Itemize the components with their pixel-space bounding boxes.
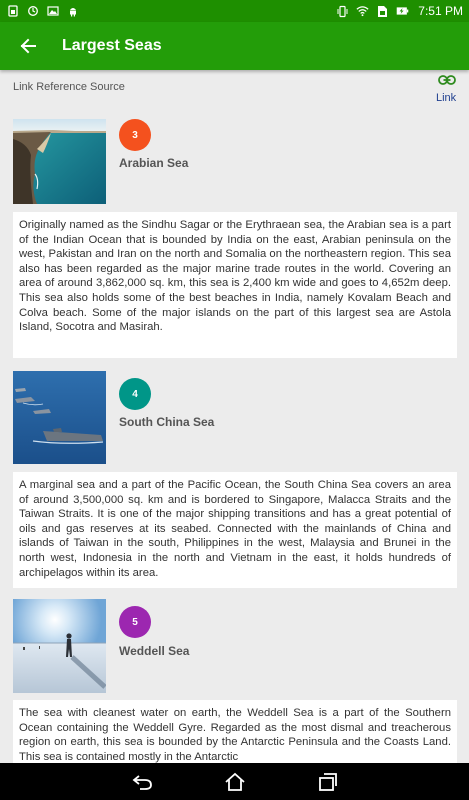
sea-name: Arabian Sea (119, 156, 189, 170)
android-icon (66, 5, 79, 18)
status-time: 7:51 PM (418, 4, 463, 18)
seas-list[interactable] (0, 70, 469, 763)
home-nav-icon (224, 772, 246, 792)
sea-description: A marginal sea and a part of the Pacific Ocean, the South China Sea covers an area of around 3,500,000 sq. km and is bordered to Singapore, Malacca Straits and the Taiwan Straits. It is one of the major shipping transitions and has a great potential of oils and gas reserves at its seabed. Connected with the mainlands of China and islands of Taiwan in the south, Philippines in the west, Malaysia and Brunei in the north west, Indonesia in the north and Vietnam in the east, it holds hundreds of archipelagos within its area. (13, 472, 457, 588)
battery-icon (396, 5, 409, 18)
vibrate-icon (336, 5, 349, 18)
navigation-bar (0, 763, 469, 800)
weddell-sea-image (13, 599, 106, 693)
status-right-icons (336, 5, 463, 18)
arrow-back-icon (20, 38, 36, 54)
rank-badge (119, 119, 151, 151)
status-left-icons (6, 5, 79, 18)
page-title: Largest Seas (62, 37, 162, 54)
reference-label: Link Reference Source (13, 81, 125, 93)
image-icon (46, 5, 59, 18)
recents-nav-icon (317, 772, 339, 792)
rank-badge (119, 378, 151, 410)
sea-name: Weddell Sea (119, 644, 190, 658)
rank-number: 4 (132, 388, 138, 400)
rank-number: 5 (132, 616, 138, 628)
south-china-sea-image (13, 371, 106, 464)
link-button[interactable] (432, 72, 462, 106)
link-icon (438, 74, 456, 86)
sea-name: South China Sea (119, 415, 215, 429)
sea-description: The sea with cleanest water on earth, the Weddell Sea is a part of the Southern Ocean containing the Weddell Gyre. Regarded as the most dismal and treacherous region on earth, this sea is bounded by the Antarctic Peninsula and the Coasts Land. This sea is contained mostly in the Antarctic (13, 700, 457, 763)
arabian-sea-image (13, 119, 106, 204)
back-nav-button[interactable] (122, 767, 162, 797)
rank-number: 3 (132, 129, 138, 141)
back-button[interactable] (0, 22, 56, 70)
sync-icon (26, 5, 39, 18)
sim-card-icon (376, 5, 389, 18)
home-nav-button[interactable] (215, 767, 255, 797)
rank-badge (119, 606, 151, 638)
status-bar (0, 0, 469, 22)
link-label: Link (436, 92, 457, 104)
recents-nav-button[interactable] (308, 767, 348, 797)
back-nav-icon (131, 773, 153, 791)
reference-row (0, 70, 469, 110)
sim-icon (6, 5, 19, 18)
wifi-icon (356, 5, 369, 18)
sea-description: Originally named as the Sindhu Sagar or the Erythraean sea, the Arabian sea is a part of the Indian Ocean that is bounded by India on the east, Arabian peninsula on the west, Pakistan and Iran on the north and Somalia on the northeastern region. This sea also has been regarded as the major marine trade routes in the world. Covering an area of around 3,862,000 sq. km, this sea is 2,400 km wide and goes to 4,652m deep. This sea also holds some of the best beaches in India, namely Kovalam Beach and Colva beach. Some of the major islands on the part of this largest sea are Astola Island, Socotra and Masirah. (13, 212, 457, 358)
app-bar (0, 22, 469, 70)
